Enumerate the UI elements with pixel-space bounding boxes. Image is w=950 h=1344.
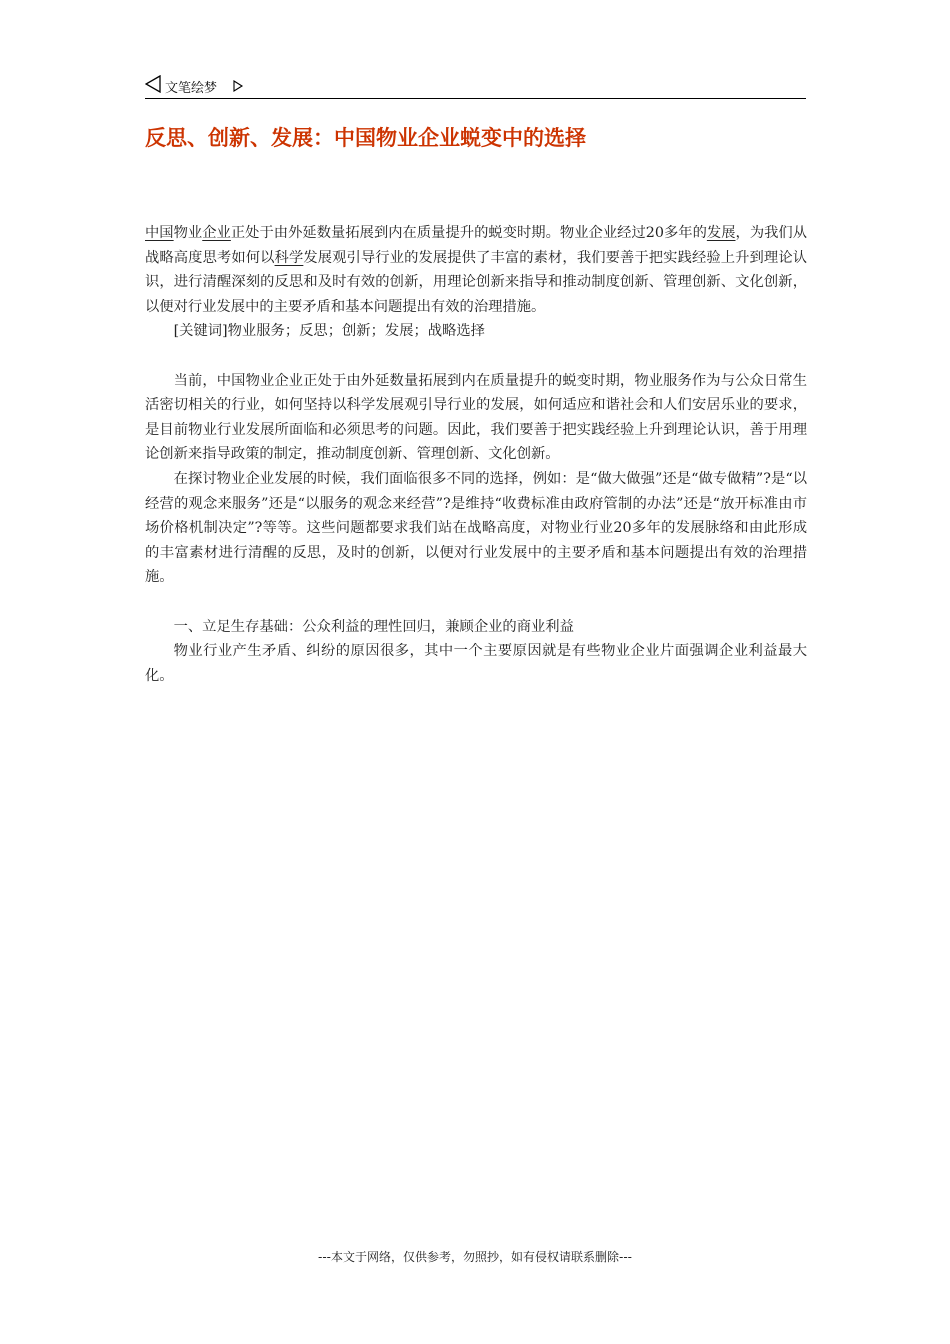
page-header (145, 74, 806, 99)
paragraph-gap (145, 344, 807, 369)
abstract-paragraph (145, 221, 807, 319)
keywords-line: [关键词]物业服务；反思；创新；发展；战略选择 (173, 323, 485, 340)
link-enterprise[interactable]: 企业 (202, 225, 231, 241)
triangle-right-outline-icon (232, 77, 244, 89)
section-heading: 一、立足生存基础：公众利益的理性回归，兼顾企业的商业利益 (173, 618, 574, 635)
link-science[interactable]: 科学 (274, 249, 304, 266)
abstract-text: ，为我们从战略高度思考如何以 (145, 225, 808, 266)
body-paragraph: 当前，中国物业企业正处于由外延数量拓展到内在质量提升的蜕变时期，物业服务作为与公众日常生活密切相关的行业，如何坚持以科学发展观引导行业的发展，如何适应和谐社会和人们安居乐业的要求，是目前物业行业发展所面临和必须思考的问题。因此，我们要善于把实践经验上升到理论认识，善于用理论创新来指导政策的制定，推动制度创新、管理创新、文化创新。 (145, 372, 807, 463)
abstract-text: 物业 (173, 225, 203, 241)
header-brand: 文笔绘梦 (165, 81, 218, 96)
body-paragraph: 在探讨物业企业发展的时候，我们面临很多不同的选择，例如：是“做大做强”还是“做专做精”?是“以经营的观念来服务”还是“以服务的观念来经营”?是维持“收费标准由政府管制的办法”还是“放开标准由市场价格机制决定”?等等。这些问题都要求我们站在战略高度，对物业行业20多年的发展脉络和由此形成的丰富素材进行清醒的反思，及时的创新，以便对行业发展中的主要矛盾和基本问题提出有效的治理措施。 (145, 470, 807, 586)
article-title: 反思、创新、发展：中国物业企业蜕变中的选择 (145, 126, 586, 150)
paragraph-gap (145, 590, 807, 615)
footer-notice: ---本文于网络，仅供参考，勿照抄，如有侵权请联系删除--- (318, 1250, 632, 1264)
triangle-left-outline-icon (145, 75, 161, 93)
abstract-text: 正处于由外延数量拓展到内在质量提升的蜕变时期。物业企业经过20多年的 (230, 225, 707, 241)
link-china[interactable]: 中国 (145, 225, 174, 241)
article-body (145, 221, 807, 688)
link-development[interactable]: 发展 (706, 225, 736, 241)
abstract-text: 发展观引导行业的发展提供了丰富的素材，我们要善于把实践经验上升到理论认识，进行清醒深刻的反思和及时有效的创新，用理论创新来指导和推动制度创新、管理创新、文化创新，以便对行业发展中的主要矛盾和基本问题提出有效的治理措施。 (145, 249, 808, 315)
body-paragraph: 物业行业产生矛盾、纠纷的原因很多，其中一个主要原因就是有些物业企业片面强调企业利益最大化。 (145, 643, 807, 684)
